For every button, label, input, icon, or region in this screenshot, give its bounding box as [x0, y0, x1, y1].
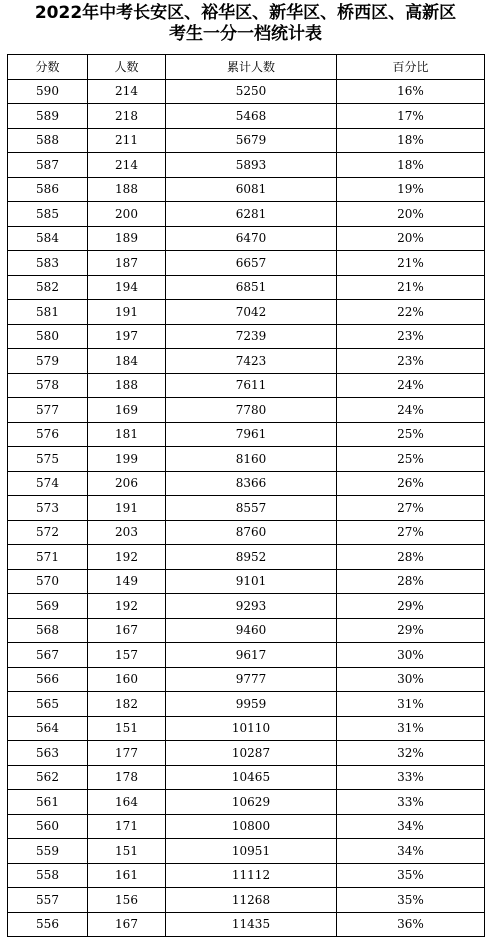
table-row	[8, 153, 485, 178]
table-header-row	[8, 55, 485, 80]
table-row	[8, 814, 485, 839]
percentage-cell: 34%	[337, 839, 485, 864]
count-cell: 188	[88, 177, 166, 202]
cumulative-cell: 7239	[166, 324, 337, 349]
score-cell: 561	[8, 790, 88, 815]
count-cell: 177	[88, 741, 166, 766]
percentage-cell: 19%	[337, 177, 485, 202]
table-row	[8, 741, 485, 766]
percentage-cell: 24%	[337, 398, 485, 423]
cumulative-cell: 11112	[166, 863, 337, 888]
percentage-cell: 27%	[337, 496, 485, 521]
score-cell: 570	[8, 569, 88, 594]
cumulative-cell: 10629	[166, 790, 337, 815]
score-cell: 577	[8, 398, 88, 423]
percentage-cell: 30%	[337, 643, 485, 668]
table-row	[8, 373, 485, 398]
count-cell: 203	[88, 520, 166, 545]
table-row	[8, 128, 485, 153]
table-row	[8, 79, 485, 104]
score-cell: 565	[8, 692, 88, 717]
percentage-cell: 36%	[337, 912, 485, 937]
cumulative-cell: 6657	[166, 251, 337, 276]
cumulative-cell: 6081	[166, 177, 337, 202]
percentage-cell: 28%	[337, 545, 485, 570]
count-cell: 211	[88, 128, 166, 153]
cumulative-cell: 7611	[166, 373, 337, 398]
title-line-1: 2022年中考长安区、裕华区、新华区、桥西区、高新区	[34, 3, 457, 23]
header-percentage: 百分比	[337, 55, 485, 80]
count-cell: 151	[88, 716, 166, 741]
table-row	[8, 447, 485, 472]
score-cell: 579	[8, 349, 88, 374]
count-cell: 167	[88, 912, 166, 937]
score-cell: 590	[8, 79, 88, 104]
table-row	[8, 716, 485, 741]
percentage-cell: 29%	[337, 618, 485, 643]
count-cell: 184	[88, 349, 166, 374]
table-row	[8, 912, 485, 937]
percentage-cell: 35%	[337, 888, 485, 913]
cumulative-cell: 7780	[166, 398, 337, 423]
score-cell: 558	[8, 863, 88, 888]
percentage-cell: 26%	[337, 471, 485, 496]
percentage-cell: 25%	[337, 447, 485, 472]
count-cell: 218	[88, 104, 166, 129]
score-cell: 560	[8, 814, 88, 839]
score-cell: 585	[8, 202, 88, 227]
score-cell: 578	[8, 373, 88, 398]
percentage-cell: 28%	[337, 569, 485, 594]
score-cell: 571	[8, 545, 88, 570]
percentage-cell: 34%	[337, 814, 485, 839]
score-cell: 580	[8, 324, 88, 349]
table-row	[8, 863, 485, 888]
table-body	[8, 79, 485, 937]
table-row	[8, 618, 485, 643]
percentage-cell: 31%	[337, 692, 485, 717]
score-cell: 556	[8, 912, 88, 937]
table-row	[8, 177, 485, 202]
count-cell: 192	[88, 594, 166, 619]
count-cell: 161	[88, 863, 166, 888]
count-cell: 181	[88, 422, 166, 447]
percentage-cell: 33%	[337, 765, 485, 790]
score-cell: 568	[8, 618, 88, 643]
cumulative-cell: 8557	[166, 496, 337, 521]
cumulative-cell: 5468	[166, 104, 337, 129]
count-cell: 191	[88, 496, 166, 521]
score-cell: 564	[8, 716, 88, 741]
percentage-cell: 24%	[337, 373, 485, 398]
count-cell: 206	[88, 471, 166, 496]
cumulative-cell: 8366	[166, 471, 337, 496]
cumulative-cell: 7961	[166, 422, 337, 447]
percentage-cell: 21%	[337, 275, 485, 300]
cumulative-cell: 8160	[166, 447, 337, 472]
table-row	[8, 790, 485, 815]
score-distribution-table	[7, 54, 485, 937]
percentage-cell: 32%	[337, 741, 485, 766]
score-cell: 563	[8, 741, 88, 766]
score-cell: 574	[8, 471, 88, 496]
table-row	[8, 496, 485, 521]
count-cell: 191	[88, 300, 166, 325]
score-cell: 575	[8, 447, 88, 472]
count-cell: 194	[88, 275, 166, 300]
table-row	[8, 349, 485, 374]
score-cell: 566	[8, 667, 88, 692]
percentage-cell: 20%	[337, 226, 485, 251]
score-cell: 581	[8, 300, 88, 325]
cumulative-cell: 5893	[166, 153, 337, 178]
cumulative-cell: 9959	[166, 692, 337, 717]
table-row	[8, 251, 485, 276]
cumulative-cell: 11435	[166, 912, 337, 937]
cumulative-cell: 10800	[166, 814, 337, 839]
table-row	[8, 422, 485, 447]
percentage-cell: 16%	[337, 79, 485, 104]
table-row	[8, 839, 485, 864]
header-score: 分数	[8, 55, 88, 80]
score-cell: 587	[8, 153, 88, 178]
table-row	[8, 692, 485, 717]
percentage-cell: 18%	[337, 128, 485, 153]
header-count: 人数	[88, 55, 166, 80]
count-cell: 187	[88, 251, 166, 276]
table-row	[8, 765, 485, 790]
count-cell: 197	[88, 324, 166, 349]
table-row	[8, 520, 485, 545]
cumulative-cell: 10110	[166, 716, 337, 741]
count-cell: 214	[88, 79, 166, 104]
count-cell: 160	[88, 667, 166, 692]
count-cell: 192	[88, 545, 166, 570]
cumulative-cell: 9617	[166, 643, 337, 668]
score-cell: 584	[8, 226, 88, 251]
cumulative-cell: 9293	[166, 594, 337, 619]
percentage-cell: 35%	[337, 863, 485, 888]
count-cell: 169	[88, 398, 166, 423]
table-row	[8, 569, 485, 594]
score-cell: 586	[8, 177, 88, 202]
score-cell: 589	[8, 104, 88, 129]
cumulative-cell: 11268	[166, 888, 337, 913]
score-cell: 562	[8, 765, 88, 790]
count-cell: 156	[88, 888, 166, 913]
cumulative-cell: 6851	[166, 275, 337, 300]
score-cell: 582	[8, 275, 88, 300]
table-row	[8, 398, 485, 423]
table-row	[8, 202, 485, 227]
percentage-cell: 25%	[337, 422, 485, 447]
score-cell: 567	[8, 643, 88, 668]
cumulative-cell: 8952	[166, 545, 337, 570]
score-cell: 572	[8, 520, 88, 545]
cumulative-cell: 5679	[166, 128, 337, 153]
percentage-cell: 31%	[337, 716, 485, 741]
count-cell: 171	[88, 814, 166, 839]
table-row	[8, 667, 485, 692]
percentage-cell: 22%	[337, 300, 485, 325]
table-row	[8, 888, 485, 913]
count-cell: 178	[88, 765, 166, 790]
cumulative-cell: 7042	[166, 300, 337, 325]
table-row	[8, 300, 485, 325]
cumulative-cell: 10951	[166, 839, 337, 864]
table-row	[8, 643, 485, 668]
table-row	[8, 324, 485, 349]
count-cell: 189	[88, 226, 166, 251]
cumulative-cell: 9777	[166, 667, 337, 692]
percentage-cell: 20%	[337, 202, 485, 227]
cumulative-cell: 9101	[166, 569, 337, 594]
table-row	[8, 226, 485, 251]
score-cell: 573	[8, 496, 88, 521]
cumulative-cell: 10465	[166, 765, 337, 790]
count-cell: 188	[88, 373, 166, 398]
cumulative-cell: 10287	[166, 741, 337, 766]
count-cell: 157	[88, 643, 166, 668]
percentage-cell: 23%	[337, 324, 485, 349]
table-row	[8, 104, 485, 129]
score-cell: 576	[8, 422, 88, 447]
count-cell: 167	[88, 618, 166, 643]
count-cell: 199	[88, 447, 166, 472]
header-cumulative: 累计人数	[166, 55, 337, 80]
percentage-cell: 27%	[337, 520, 485, 545]
document-title	[0, 0, 491, 47]
cumulative-cell: 6470	[166, 226, 337, 251]
count-cell: 200	[88, 202, 166, 227]
title-line-2: 考生一分一档统计表	[169, 24, 322, 44]
cumulative-cell: 8760	[166, 520, 337, 545]
table-row	[8, 471, 485, 496]
percentage-cell: 29%	[337, 594, 485, 619]
count-cell: 151	[88, 839, 166, 864]
score-cell: 559	[8, 839, 88, 864]
cumulative-cell: 7423	[166, 349, 337, 374]
count-cell: 149	[88, 569, 166, 594]
score-cell: 569	[8, 594, 88, 619]
percentage-cell: 30%	[337, 667, 485, 692]
cumulative-cell: 9460	[166, 618, 337, 643]
table-row	[8, 594, 485, 619]
percentage-cell: 17%	[337, 104, 485, 129]
score-cell: 583	[8, 251, 88, 276]
table-row	[8, 275, 485, 300]
count-cell: 214	[88, 153, 166, 178]
percentage-cell: 23%	[337, 349, 485, 374]
percentage-cell: 33%	[337, 790, 485, 815]
score-cell: 557	[8, 888, 88, 913]
percentage-cell: 21%	[337, 251, 485, 276]
cumulative-cell: 6281	[166, 202, 337, 227]
table-row	[8, 545, 485, 570]
count-cell: 164	[88, 790, 166, 815]
score-cell: 588	[8, 128, 88, 153]
count-cell: 182	[88, 692, 166, 717]
percentage-cell: 18%	[337, 153, 485, 178]
cumulative-cell: 5250	[166, 79, 337, 104]
